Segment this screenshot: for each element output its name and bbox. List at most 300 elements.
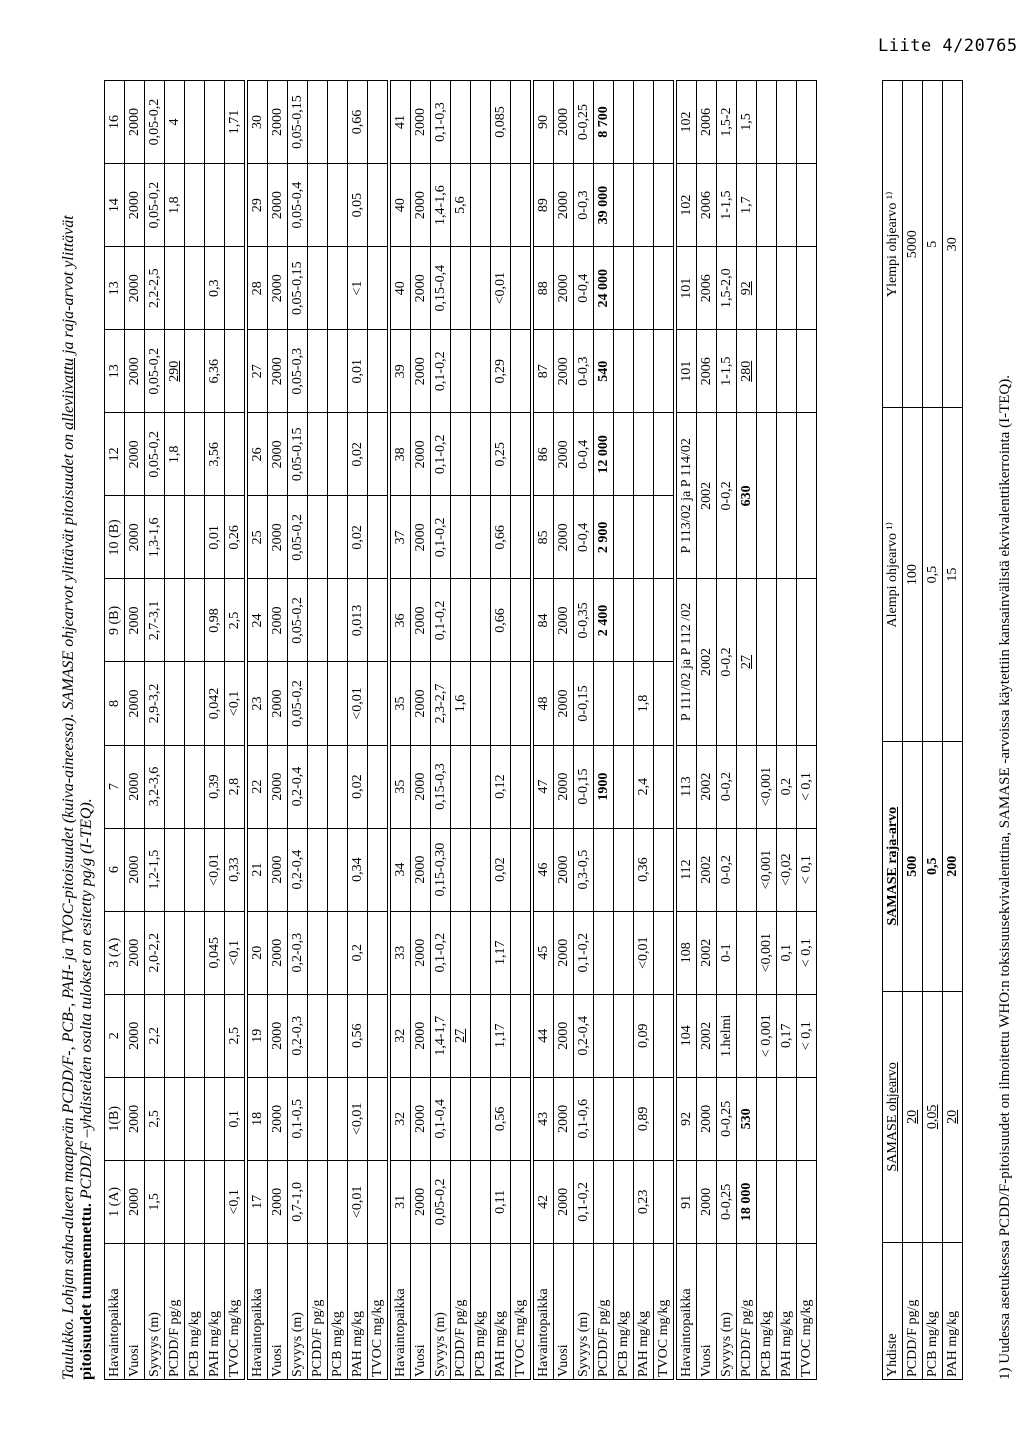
data-cell: 22	[248, 745, 268, 828]
data-cell	[368, 828, 388, 911]
limits-cell: PCB mg/kg	[923, 1243, 943, 1380]
data-cell: 30	[248, 81, 268, 164]
limits-cell: 100	[903, 408, 923, 741]
data-cell: 2000	[554, 828, 574, 911]
data-cell: 2000	[268, 828, 288, 911]
data-cell: 2000	[125, 496, 145, 579]
row-label: Vuosi	[125, 1243, 145, 1379]
data-cell	[165, 1160, 185, 1243]
data-cell	[614, 828, 634, 911]
data-cell	[614, 1160, 634, 1243]
row-label: TVOC mg/kg	[797, 1243, 817, 1379]
data-cell: 0,05-0,2	[145, 413, 165, 496]
data-cell	[205, 994, 225, 1077]
data-cell	[205, 164, 225, 247]
data-cell: 0,05-0,4	[288, 164, 308, 247]
data-cell: 8 700	[594, 81, 614, 164]
data-cell	[511, 330, 531, 413]
limits-cell: 0,5	[923, 408, 943, 741]
data-cell	[737, 828, 757, 911]
data-cell: 31	[391, 1160, 411, 1243]
data-cell: 540	[594, 330, 614, 413]
data-cell: 38	[391, 413, 411, 496]
data-cell	[328, 496, 348, 579]
data-cell	[634, 164, 654, 247]
data-cell: 24 000	[594, 247, 614, 330]
data-cell	[471, 413, 491, 496]
row-label: Syvyys (m)	[574, 1243, 594, 1379]
data-cell: 2006	[697, 247, 717, 330]
data-cell: 2,0-2,2	[145, 911, 165, 994]
data-cell: 91	[677, 1160, 697, 1243]
data-cell: 0,01	[205, 496, 225, 579]
data-cell: 1,2-1,5	[145, 828, 165, 911]
data-cell: 0,15-0,30	[431, 828, 451, 911]
data-cell: 0,02	[348, 496, 368, 579]
data-cell: <0,001	[757, 828, 777, 911]
data-cell: 0,2-0,4	[288, 828, 308, 911]
data-cell: 2000	[554, 496, 574, 579]
data-cell: 108	[677, 911, 697, 994]
data-cell: 2000	[268, 247, 288, 330]
table-row	[717, 81, 737, 1380]
data-cell	[511, 1077, 531, 1160]
data-cell: 1,6	[451, 662, 471, 745]
data-cell: 0,36	[634, 828, 654, 911]
row-label: TVOC mg/kg	[368, 1243, 388, 1379]
data-cell	[328, 247, 348, 330]
data-cell: 0,26	[225, 496, 245, 579]
row-label: PAH mg/kg	[348, 1243, 368, 1379]
table-row	[105, 81, 125, 1380]
data-cell: 2,3-2,7	[431, 662, 451, 745]
data-cell	[368, 413, 388, 496]
data-cell	[654, 1160, 674, 1243]
data-cell	[368, 662, 388, 745]
data-cell: 0,1-0,2	[431, 413, 451, 496]
data-cell: 0,89	[634, 1077, 654, 1160]
data-cell: 1-1,5	[717, 330, 737, 413]
data-cell	[308, 1160, 328, 1243]
data-cell: 0,09	[634, 994, 654, 1077]
data-cell: 2000	[125, 662, 145, 745]
data-cell	[471, 662, 491, 745]
data-cell: 2,2-2,5	[145, 247, 165, 330]
data-cell	[328, 1160, 348, 1243]
data-cell: 2000	[411, 745, 431, 828]
data-cell: 18	[248, 1077, 268, 1160]
table-row	[697, 81, 717, 1380]
data-cell: 2,9-3,2	[145, 662, 165, 745]
data-cell: < 0,001	[757, 994, 777, 1077]
data-cell	[797, 1160, 817, 1243]
data-cell: 2002	[697, 579, 717, 745]
data-cell	[185, 745, 205, 828]
data-cell: <0,1	[225, 662, 245, 745]
data-cell: 0,2-0,3	[288, 994, 308, 1077]
data-cell	[451, 247, 471, 330]
row-label: PCB mg/kg	[757, 1243, 777, 1379]
data-cell	[368, 496, 388, 579]
data-cell	[368, 994, 388, 1077]
data-cell	[594, 662, 614, 745]
table-row	[777, 81, 797, 1380]
data-cell: 0,1-0,3	[431, 81, 451, 164]
data-cell: 2000	[697, 1077, 717, 1160]
data-cell: 1.helmi	[717, 994, 737, 1077]
table-row	[205, 81, 225, 1380]
table-row	[185, 81, 205, 1380]
table-row	[614, 81, 634, 1380]
data-cell: 0,66	[348, 81, 368, 164]
data-cell: 37	[391, 496, 411, 579]
data-cell	[511, 496, 531, 579]
data-cell: 280	[737, 330, 757, 413]
data-cell: 2000	[125, 164, 145, 247]
data-cell	[451, 330, 471, 413]
data-cell: 18 000	[737, 1160, 757, 1243]
data-cell: 2000	[268, 413, 288, 496]
data-cell	[654, 164, 674, 247]
data-cell	[165, 745, 185, 828]
data-cell: 2000	[411, 330, 431, 413]
data-cell	[471, 81, 491, 164]
data-cell	[471, 994, 491, 1077]
data-cell	[737, 745, 757, 828]
guideline-values-table	[882, 80, 963, 1380]
data-cell	[777, 330, 797, 413]
data-cell	[737, 994, 757, 1077]
data-cell	[654, 828, 674, 911]
data-cell: 1,5	[737, 81, 757, 164]
data-cell	[594, 1077, 614, 1160]
limits-cell: 20	[943, 991, 963, 1243]
data-cell	[328, 745, 348, 828]
data-cell: 5,6	[451, 164, 471, 247]
data-cell: 16	[105, 81, 125, 164]
limits-cell: PAH mg/kg	[943, 1243, 963, 1380]
limits-header-cell: Ylempi ohjearvo ¹⁾	[883, 81, 903, 408]
data-cell: 0,05-0,2	[431, 1160, 451, 1243]
data-cell: 0,56	[348, 994, 368, 1077]
row-label: Havaintopaikka	[534, 1243, 554, 1379]
data-cell: <0,001	[757, 911, 777, 994]
data-cell: 2000	[554, 330, 574, 413]
row-label: Havaintopaikka	[105, 1243, 125, 1379]
data-cell: 2000	[125, 330, 145, 413]
data-cell: 1(B)	[105, 1077, 125, 1160]
data-cell	[185, 330, 205, 413]
data-cell: 0,042	[205, 662, 225, 745]
data-cell	[797, 81, 817, 164]
data-cell	[757, 413, 777, 579]
data-cell	[634, 579, 654, 662]
data-cell	[185, 413, 205, 496]
data-cell: 27	[248, 330, 268, 413]
data-cell: 2000	[268, 911, 288, 994]
data-cell: 2006	[697, 164, 717, 247]
data-cell	[165, 911, 185, 994]
data-cell	[185, 579, 205, 662]
data-cell	[614, 994, 634, 1077]
data-cell: <0,1	[225, 911, 245, 994]
row-label: PCDD/F pg/g	[737, 1243, 757, 1379]
data-cell: 2000	[268, 164, 288, 247]
data-cell: 43	[534, 1077, 554, 1160]
data-cell	[205, 1160, 225, 1243]
data-cell	[185, 496, 205, 579]
data-cell	[185, 1077, 205, 1160]
data-cell	[594, 994, 614, 1077]
limits-cell: 15	[943, 408, 963, 741]
row-label: PAH mg/kg	[634, 1243, 654, 1379]
data-cell: 2,7-3,1	[145, 579, 165, 662]
data-cell: 40	[391, 164, 411, 247]
data-cell: P 111/02 ja P 112 /02	[677, 579, 697, 745]
limits-header-cell: SAMASE ohjearvo	[883, 991, 903, 1243]
data-cell	[654, 496, 674, 579]
table-row	[491, 81, 511, 1380]
data-cell: 0-0,4	[574, 496, 594, 579]
data-cell: 0-0,25	[574, 81, 594, 164]
data-cell: 1,5-2	[717, 81, 737, 164]
data-cell: < 0,1	[797, 745, 817, 828]
limits-row	[923, 81, 943, 1380]
data-cell: 0,1-0,2	[431, 330, 451, 413]
data-cell	[185, 994, 205, 1077]
data-cell: 2002	[697, 994, 717, 1077]
data-cell: 3,56	[205, 413, 225, 496]
data-cell: 0,2-0,4	[288, 745, 308, 828]
data-cell: 0-0,2	[717, 413, 737, 579]
table-row	[511, 81, 531, 1380]
data-cell: 2000	[554, 911, 574, 994]
data-cell	[654, 579, 674, 662]
data-cell	[185, 1160, 205, 1243]
data-cell	[225, 164, 245, 247]
data-cell	[797, 164, 817, 247]
data-cell: 2000	[268, 994, 288, 1077]
data-cell	[185, 81, 205, 164]
data-cell: 0,2-0,4	[574, 994, 594, 1077]
data-cell	[511, 247, 531, 330]
data-cell: 2000	[411, 828, 431, 911]
data-cell	[471, 579, 491, 662]
data-cell: 530	[737, 1077, 757, 1160]
data-cell: 0-0,2	[717, 579, 737, 745]
data-cell: <0,1	[225, 1160, 245, 1243]
data-cell	[594, 911, 614, 994]
data-cell: <0,01	[348, 662, 368, 745]
data-cell: 13	[105, 330, 125, 413]
results-table	[104, 80, 817, 1380]
data-cell	[451, 496, 471, 579]
data-cell: 0,02	[348, 413, 368, 496]
data-cell: 2000	[125, 911, 145, 994]
data-cell: 0,12	[491, 745, 511, 828]
data-cell: 3 (A)	[105, 911, 125, 994]
data-cell: 0-0,2	[717, 745, 737, 828]
data-cell: 86	[534, 413, 554, 496]
data-cell: 2000	[268, 1077, 288, 1160]
data-cell: 2	[105, 994, 125, 1077]
data-cell	[328, 81, 348, 164]
data-cell: 2000	[554, 164, 574, 247]
limits-cell: 0,05	[923, 991, 943, 1243]
data-cell	[308, 911, 328, 994]
data-cell	[471, 1077, 491, 1160]
table-row	[431, 81, 451, 1380]
data-cell	[165, 828, 185, 911]
limits-row	[903, 81, 923, 1380]
data-cell: 0-0,25	[717, 1160, 737, 1243]
data-cell: 2000	[411, 579, 431, 662]
data-cell: 46	[534, 828, 554, 911]
data-cell: 33	[391, 911, 411, 994]
limits-cell: 200	[943, 741, 963, 991]
limits-cell: 20	[903, 991, 923, 1243]
data-cell: 12	[105, 413, 125, 496]
data-cell	[777, 247, 797, 330]
data-cell	[165, 662, 185, 745]
data-cell	[451, 745, 471, 828]
data-cell: 0,1-0,2	[574, 911, 594, 994]
data-cell	[594, 828, 614, 911]
data-cell	[328, 579, 348, 662]
data-cell: 0,29	[491, 330, 511, 413]
data-cell	[368, 1160, 388, 1243]
data-cell: 6,36	[205, 330, 225, 413]
data-cell: 102	[677, 164, 697, 247]
document-reference: Liite 4/20765	[878, 36, 1018, 56]
data-cell	[614, 662, 634, 745]
data-cell: 2000	[554, 579, 574, 662]
row-label: PCDD/F pg/g	[594, 1243, 614, 1379]
table-row	[574, 81, 594, 1380]
data-cell: 35	[391, 662, 411, 745]
limits-header-cell: Yhdiste	[883, 1243, 903, 1380]
data-cell: 23	[248, 662, 268, 745]
table-row	[368, 81, 388, 1380]
row-label: PAH mg/kg	[777, 1243, 797, 1379]
data-cell	[328, 413, 348, 496]
data-cell: 0,66	[491, 496, 511, 579]
data-cell: <0,01	[348, 1160, 368, 1243]
data-cell	[185, 247, 205, 330]
data-cell: 2006	[697, 330, 717, 413]
table-row	[125, 81, 145, 1380]
row-label: TVOC mg/kg	[511, 1243, 531, 1379]
data-cell: 2000	[411, 164, 431, 247]
data-cell: 2000	[554, 1077, 574, 1160]
data-cell	[737, 911, 757, 994]
table-row	[145, 81, 165, 1380]
data-cell	[654, 911, 674, 994]
data-cell: 44	[534, 994, 554, 1077]
data-cell: 2000	[411, 1160, 431, 1243]
data-cell	[777, 579, 797, 745]
data-cell: 112	[677, 828, 697, 911]
data-cell	[451, 911, 471, 994]
data-cell	[308, 579, 328, 662]
data-cell: 2000	[697, 1160, 717, 1243]
data-cell: 0-0,4	[574, 413, 594, 496]
data-cell: 2 900	[594, 496, 614, 579]
data-cell: 0,39	[205, 745, 225, 828]
data-cell	[308, 496, 328, 579]
data-cell	[451, 1077, 471, 1160]
data-cell: 0,66	[491, 579, 511, 662]
data-cell: 2,4	[634, 745, 654, 828]
data-cell	[471, 745, 491, 828]
data-cell	[634, 247, 654, 330]
row-label: PAH mg/kg	[491, 1243, 511, 1379]
data-cell: 2002	[697, 828, 717, 911]
limits-header-row	[883, 81, 903, 1380]
data-cell	[225, 247, 245, 330]
data-cell	[328, 911, 348, 994]
data-cell: 2000	[125, 247, 145, 330]
limits-header-cell: Alempi ohjearvo ¹⁾	[883, 408, 903, 741]
data-cell: 27	[451, 994, 471, 1077]
data-cell	[511, 1160, 531, 1243]
data-cell: 2,2	[145, 994, 165, 1077]
table-row	[225, 81, 245, 1380]
data-cell: 2002	[697, 413, 717, 579]
table-row	[308, 81, 328, 1380]
data-cell	[471, 247, 491, 330]
data-cell: 2000	[268, 745, 288, 828]
data-cell: 1,7	[737, 164, 757, 247]
data-cell: 0,1-0,2	[431, 496, 451, 579]
limits-header-cell: SAMASE raja-arvo	[883, 741, 903, 991]
data-cell	[185, 164, 205, 247]
data-cell	[471, 330, 491, 413]
data-cell: 28	[248, 247, 268, 330]
data-cell	[368, 330, 388, 413]
data-cell: 0,2	[777, 745, 797, 828]
data-cell: 0,05-0,2	[145, 81, 165, 164]
data-cell: 0,1-0,6	[574, 1077, 594, 1160]
data-cell: 2000	[554, 994, 574, 1077]
data-cell	[511, 994, 531, 1077]
data-cell: 7	[105, 745, 125, 828]
rotated-table-page	[60, 80, 1024, 1380]
data-cell: 2000	[268, 662, 288, 745]
data-cell	[165, 247, 185, 330]
data-cell: 0-1	[717, 911, 737, 994]
limits-cell: 5000	[903, 81, 923, 408]
data-cell: 2000	[554, 247, 574, 330]
table-row	[391, 81, 411, 1380]
data-cell	[471, 828, 491, 911]
data-cell: 90	[534, 81, 554, 164]
data-cell	[614, 330, 634, 413]
data-cell: <0,001	[757, 745, 777, 828]
data-cell: 1,4-1,6	[431, 164, 451, 247]
data-cell: 12 000	[594, 413, 614, 496]
data-cell: 0,34	[348, 828, 368, 911]
row-label: Vuosi	[697, 1243, 717, 1379]
data-cell	[451, 413, 471, 496]
data-cell: 2,5	[145, 1077, 165, 1160]
data-cell	[634, 413, 654, 496]
data-cell: 1,3-1,6	[145, 496, 165, 579]
data-cell	[471, 911, 491, 994]
data-cell	[797, 330, 817, 413]
table-row	[288, 81, 308, 1380]
data-cell: 1,71	[225, 81, 245, 164]
